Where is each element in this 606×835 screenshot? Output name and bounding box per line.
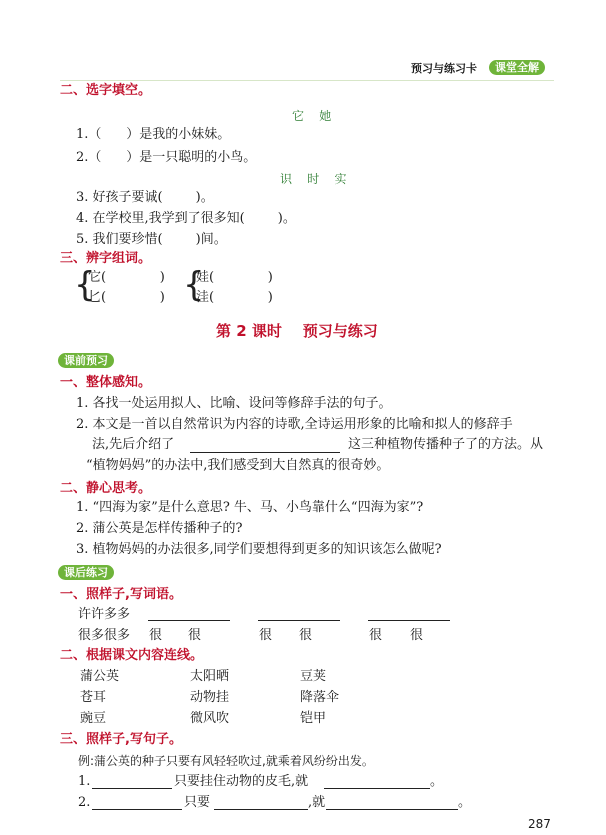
answer-blank[interactable]: [324, 788, 430, 789]
lesson-title: 第 2 课时 预习与练习: [216, 322, 378, 340]
answer-blank[interactable]: [214, 809, 308, 810]
hen-char: 很: [149, 628, 163, 643]
match-item[interactable]: 豆荚: [300, 669, 327, 684]
example-word: 许许多多: [78, 607, 131, 622]
fill-item: 1.（ ）是我的小妹妹。: [76, 127, 231, 142]
paragraph: 1. 各找一处运用拟人、比喻、设问等修辞手法的句子。: [76, 396, 392, 411]
sentence-text: ,就: [308, 795, 326, 810]
answer-blank[interactable]: [148, 620, 230, 621]
hen-char: 很: [299, 628, 313, 643]
match-item[interactable]: 蒲公英: [80, 669, 120, 684]
match-item[interactable]: 降落伞: [300, 690, 340, 705]
match-item[interactable]: 豌豆: [80, 711, 107, 726]
example-word: 很多很多: [78, 628, 131, 643]
section-heading: 三、辨字组词。: [60, 251, 152, 266]
sentence-text: 。: [430, 774, 444, 789]
word-pair: 它( ): [88, 270, 165, 285]
page-number: 287: [528, 817, 551, 831]
answer-blank[interactable]: [326, 809, 458, 810]
word-pair: 匕( ): [88, 290, 165, 305]
choice-chars: 识 时 实: [280, 172, 347, 186]
answer-blank[interactable]: [258, 620, 340, 621]
sentence-text: 只要: [184, 795, 211, 810]
answer-blank[interactable]: [92, 809, 182, 810]
section-heading: 三、照样子,写句子。: [60, 732, 182, 747]
fill-item: 3. 好孩子要诚( )。: [76, 190, 214, 205]
sentence-number: 2.: [78, 795, 91, 810]
choice-chars: 它 她: [292, 109, 332, 123]
hen-char: 很: [369, 628, 383, 643]
match-item[interactable]: 苍耳: [80, 690, 107, 705]
hen-char: 很: [410, 628, 424, 643]
question: 1. “四海为家”是什么意思? 牛、马、小鸟靠什么“四海为家”?: [76, 500, 424, 515]
card-title: 预习与练习卡: [411, 62, 477, 75]
match-item[interactable]: 太阳晒: [190, 669, 230, 684]
match-item[interactable]: 动物挂: [190, 690, 230, 705]
paragraph: 这三种植物传播种子了的方法。从: [348, 437, 544, 452]
section-heading: 二、根据课文内容连线。: [60, 648, 204, 663]
sentence-number: 1.: [78, 774, 91, 789]
fill-item: 4. 在学校里,我学到了很多知( )。: [76, 211, 296, 226]
lesson-badge: 课堂全解: [489, 60, 545, 75]
answer-blank[interactable]: [92, 788, 172, 789]
section-heading: 一、整体感知。: [60, 375, 152, 390]
preview-badge: 课前预习: [58, 353, 114, 368]
question: 2. 蒲公英是怎样传播种子的?: [76, 521, 243, 536]
paragraph: 法,先后介绍了: [92, 437, 175, 452]
question: 3. 植物妈妈的办法很多,同学们要想得到更多的知识该怎么做呢?: [76, 542, 442, 557]
match-item[interactable]: 微风吹: [190, 711, 230, 726]
fill-item: 2.（ ）是一只聪明的小鸟。: [76, 150, 257, 165]
practice-badge: 课后练习: [58, 565, 114, 580]
hen-char: 很: [259, 628, 273, 643]
word-pair: 洼( ): [196, 290, 273, 305]
fill-item: 5. 我们要珍惜( )间。: [76, 232, 227, 247]
word-pair: 娃( ): [196, 270, 273, 285]
brace-icon: {: [183, 265, 205, 305]
example-sentence: 例:蒲公英的种子只要有风轻轻吹过,就乘着风纷纷出发。: [78, 754, 374, 768]
section-heading: 二、静心思考。: [60, 481, 152, 496]
paragraph: 2. 本文是一首以自然常识为内容的诗歌,全诗运用形象的比喻和拟人的修辞手: [76, 417, 513, 432]
header-rule: [60, 80, 554, 81]
paragraph: “植物妈妈”的办法中,我们感受到大自然真的很奇妙。: [86, 458, 390, 473]
match-item[interactable]: 铠甲: [300, 711, 327, 726]
answer-blank[interactable]: [368, 620, 450, 621]
section-heading: 一、照样子,写词语。: [60, 587, 182, 602]
sentence-text: 只要挂住动物的皮毛,就: [174, 774, 309, 789]
answer-blank[interactable]: [190, 452, 340, 453]
sentence-text: 。: [458, 795, 472, 810]
brace-icon: {: [74, 265, 96, 305]
hen-char: 很: [188, 628, 202, 643]
section-heading: 二、选字填空。: [60, 83, 152, 98]
